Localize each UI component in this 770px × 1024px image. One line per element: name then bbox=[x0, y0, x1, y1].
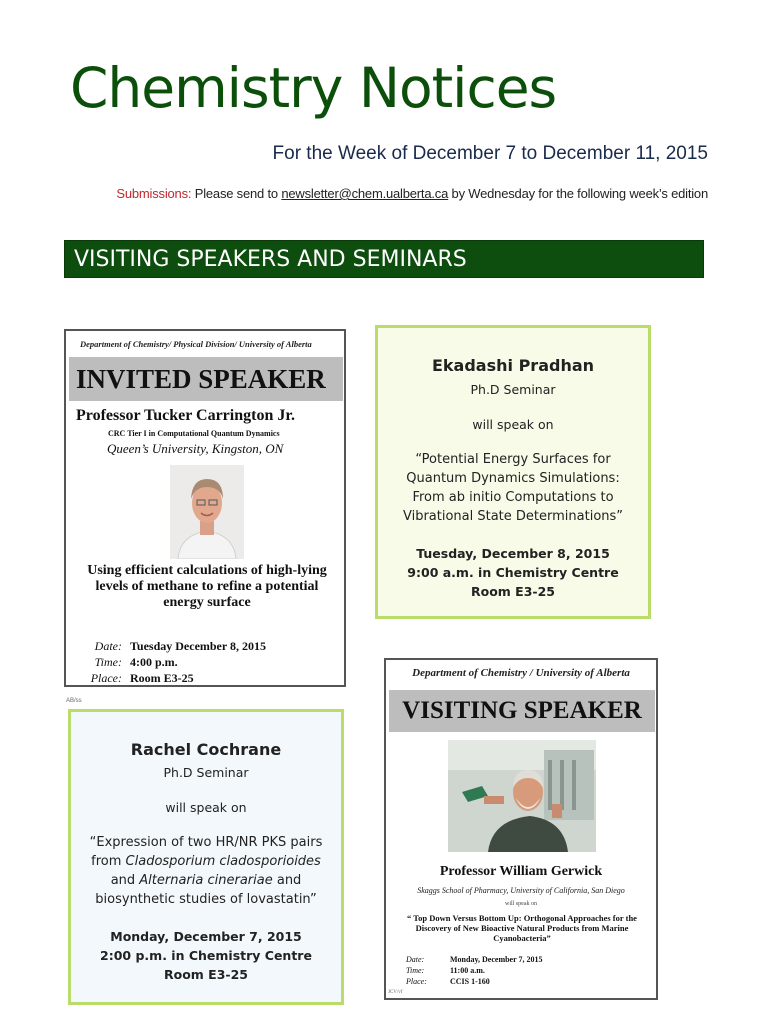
visiting-speaker-poster bbox=[384, 658, 658, 1000]
talk-title: Using efficient calculations of high-lying levels of methane to refine a potential energy surface bbox=[87, 563, 327, 610]
seminar-title-part: and bbox=[110, 873, 140, 888]
poster-heading: INVITED SPEAKER bbox=[76, 364, 326, 394]
speaker-affiliation: Skaggs School of Pharmacy, University of California, San Diego bbox=[417, 886, 625, 895]
seminar-speak-on: will speak on bbox=[472, 417, 554, 432]
poster-department: Department of Chemistry/ Physical Division/ University of Alberta bbox=[80, 339, 312, 349]
speaker-photo bbox=[448, 740, 596, 852]
seminar-room: Room E3-25 bbox=[471, 584, 555, 599]
event-date: Monday, December 7, 2015 bbox=[450, 955, 543, 964]
submissions-deadline: by Wednesday for the following week’s edition bbox=[448, 186, 708, 201]
poster-heading-band bbox=[69, 357, 343, 401]
seminar-title-part: “Expression of two HR/NR PKS pairs from bbox=[89, 835, 323, 869]
event-date: Tuesday December 8, 2015 bbox=[130, 639, 266, 653]
event-time: 11:00 a.m. bbox=[450, 966, 485, 975]
seminar-time: 2:00 p.m. in Chemistry Centre bbox=[100, 948, 312, 963]
time-label: Time: bbox=[94, 655, 122, 669]
submissions-text: Please send to bbox=[194, 186, 282, 201]
talk-title: “ Top Down Versus Bottom Up: Orthogonal Approaches for the Discovery of New Bioactive Natural Products from Marine Cyanobacteria” bbox=[407, 913, 637, 943]
seminar-date: Tuesday, December 8, 2015 bbox=[416, 546, 610, 561]
speaker-name: Professor Tucker Carrington Jr. bbox=[76, 407, 295, 424]
event-place: CCIS 1-160 bbox=[450, 977, 490, 986]
poster-heading: VISITING SPEAKER bbox=[402, 697, 642, 724]
poster-department: Department of Chemistry / University of Alberta bbox=[412, 667, 630, 679]
poster-initials: JCV/vf bbox=[388, 990, 403, 995]
event-details bbox=[86, 638, 266, 686]
seminar-type: Ph.D Seminar bbox=[470, 382, 556, 397]
seminar-title: “Potential Energy Surfaces for Quantum Dynamics Simulations: From ab initio Computations to Vibrational State Determinations” bbox=[402, 452, 624, 524]
seminar-date: Monday, December 7, 2015 bbox=[110, 929, 302, 944]
event-place: Room E3-25 bbox=[130, 671, 194, 685]
invited-speaker-poster bbox=[64, 329, 346, 687]
submissions-email-link[interactable]: newsletter@chem.ualberta.ca bbox=[281, 186, 449, 201]
seminar-title bbox=[83, 833, 329, 909]
speak-on-label: will speak on bbox=[505, 901, 537, 907]
place-label: Place: bbox=[406, 977, 427, 986]
seminar-card-pradhan bbox=[375, 325, 651, 619]
poster-initials: AB/ss bbox=[66, 698, 82, 704]
time-label: Time: bbox=[406, 966, 425, 975]
event-details bbox=[406, 954, 543, 987]
speaker-university: Queen’s University, Kingston, ON bbox=[107, 441, 284, 456]
seminar-title-species: Alternaria cinerariae bbox=[139, 873, 273, 888]
page-title: Chemistry Notices bbox=[70, 56, 557, 120]
submissions-note bbox=[116, 186, 708, 201]
poster-heading-band bbox=[389, 690, 655, 732]
seminar-room: Room E3-25 bbox=[164, 967, 248, 982]
speaker-photo bbox=[170, 465, 244, 559]
section-banner: VISITING SPEAKERS AND SEMINARS bbox=[64, 240, 704, 278]
seminar-speaker-name: Ekadashi Pradhan bbox=[431, 356, 595, 375]
date-label: Date: bbox=[94, 639, 122, 653]
seminar-title-species: Cladosporium cladosporioides bbox=[125, 854, 321, 869]
seminar-card-cochrane bbox=[68, 709, 344, 1005]
speaker-name: Professor William Gerwick bbox=[439, 864, 603, 879]
seminar-type: Ph.D Seminar bbox=[163, 765, 249, 780]
seminar-speak-on: will speak on bbox=[165, 800, 247, 815]
place-label: Place: bbox=[90, 671, 122, 685]
date-label: Date: bbox=[406, 955, 425, 964]
submissions-label: Submissions: bbox=[116, 186, 192, 201]
seminar-speaker-name: Rachel Cochrane bbox=[130, 740, 282, 759]
speaker-chair: CRC Tier I in Computational Quantum Dynamics bbox=[108, 429, 280, 438]
event-time: 4:00 p.m. bbox=[130, 655, 178, 669]
week-range: For the Week of December 7 to December 11, 2015 bbox=[272, 143, 708, 164]
seminar-time: 9:00 a.m. in Chemistry Centre bbox=[407, 565, 619, 580]
seminar-title-part: and biosynthetic studies of lovastatin” bbox=[95, 873, 317, 907]
